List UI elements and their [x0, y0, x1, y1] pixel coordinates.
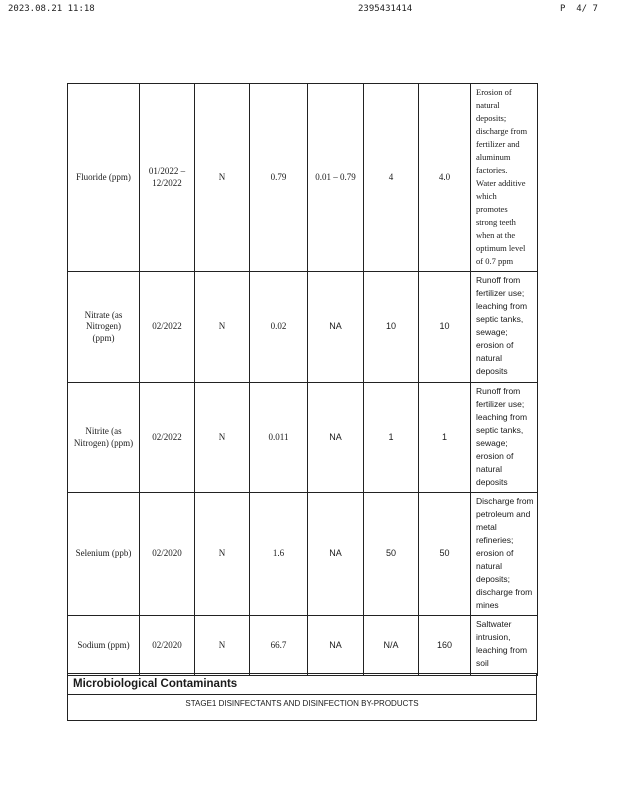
level-detected: 0.02 [250, 272, 308, 383]
likely-source: Runoff from fertilizer use; leaching from septic tanks, sewage; erosion of natural deposits [471, 272, 538, 383]
likely-source: Runoff from fertilizer use; leaching from septic tanks, sewage; erosion of natural deposits [471, 383, 538, 493]
mcl-value: 10 [419, 272, 471, 383]
range-of-results: NA [308, 493, 364, 616]
level-detected: 0.79 [250, 84, 308, 272]
likely-source: Discharge from petroleum and metal refineries; erosion of natural deposits; discharge from mines [471, 493, 538, 616]
sample-date: 02/2020 [140, 616, 195, 676]
table-row [68, 383, 538, 493]
fax-number: 2395431414 [358, 4, 413, 14]
contaminant-name: Sodium (ppm) [68, 616, 140, 676]
mclg-value: 10 [364, 272, 419, 383]
violation: N [195, 383, 250, 493]
violation: N [195, 272, 250, 383]
table-row [68, 272, 538, 383]
contaminant-name: Nitrate (as Nitrogen) (ppm) [68, 272, 140, 383]
mcl-value: 4.0 [419, 84, 471, 272]
table-row [68, 84, 538, 272]
table-row [68, 616, 538, 676]
mclg-value: 50 [364, 493, 419, 616]
range-of-results: NA [308, 616, 364, 676]
level-detected: 1.6 [250, 493, 308, 616]
sample-date: 02/2022 [140, 383, 195, 493]
violation: N [195, 493, 250, 616]
contaminant-name: Fluoride (ppm) [68, 84, 140, 272]
sample-date: 02/2022 [140, 272, 195, 383]
level-detected: 66.7 [250, 616, 308, 676]
sample-date: 01/2022 – 12/2022 [140, 84, 195, 272]
fax-page-indicator: P 4/ 7 [560, 4, 598, 14]
section-title: Microbiological Contaminants [67, 673, 537, 695]
mclg-value: 4 [364, 84, 419, 272]
level-detected: 0.011 [250, 383, 308, 493]
section-subtitle: STAGE1 DISINFECTANTS AND DISINFECTION BY-PRODUCTS [67, 695, 537, 721]
fax-datetime: 2023.08.21 11:18 [8, 4, 95, 14]
contaminant-name: Nitrite (as Nitrogen) (ppm) [68, 383, 140, 493]
violation: N [195, 616, 250, 676]
range-of-results: NA [308, 383, 364, 493]
mcl-value: 1 [419, 383, 471, 493]
microbiological-section [67, 673, 537, 727]
sample-date: 02/2020 [140, 493, 195, 616]
violation: N [195, 84, 250, 272]
mclg-value: 1 [364, 383, 419, 493]
mclg-value: N/A [364, 616, 419, 676]
mcl-value: 160 [419, 616, 471, 676]
contaminants-table [67, 83, 538, 676]
mcl-value: 50 [419, 493, 471, 616]
table-row [68, 493, 538, 616]
fax-header [0, 4, 617, 18]
likely-source: Saltwater intrusion, leaching from soil [471, 616, 538, 676]
range-of-results: 0.01 – 0.79 [308, 84, 364, 272]
likely-source: Erosion of natural deposits; discharge from fertilizer and aluminum factories. Water additive which promotes strong teeth when at the optimum level of 0.7 ppm [471, 84, 538, 272]
contaminant-name: Selenium (ppb) [68, 493, 140, 616]
range-of-results: NA [308, 272, 364, 383]
